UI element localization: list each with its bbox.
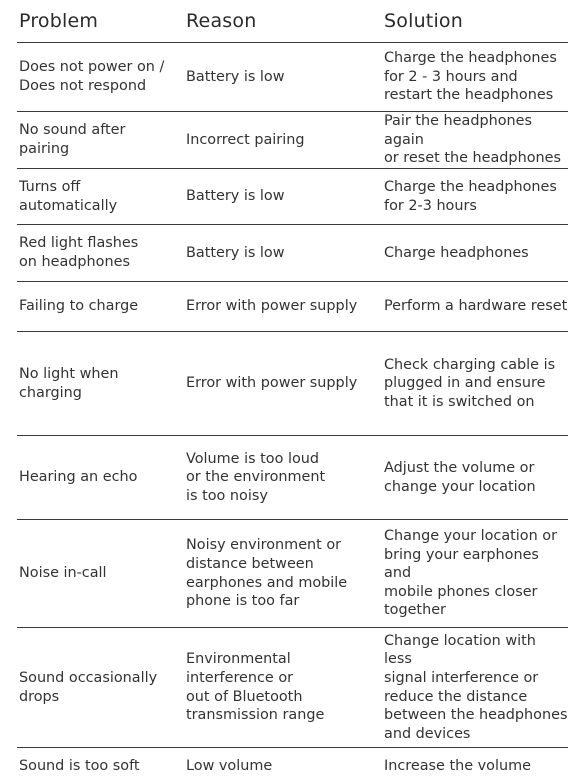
reason-cell: Error with power supply [184, 282, 382, 332]
problem-cell: Does not power on / Does not respond [17, 43, 184, 112]
problem-cell: Noise in-call [17, 520, 184, 628]
solution-cell: Change location with less signal interference or reduce the distance between the headphones and devices [382, 628, 568, 748]
problem-cell: Turns off automatically [17, 169, 184, 225]
solution-cell: Change your location or bring your earphones and mobile phones closer together [382, 520, 568, 628]
solution-cell: Charge the headphones for 2-3 hours [382, 169, 568, 225]
reason-cell: Volume is too loud or the environment is too noisy [184, 436, 382, 520]
problem-cell: Sound occasionally drops [17, 628, 184, 748]
reason-cell: Incorrect pairing [184, 112, 382, 169]
solution-cell: Pair the headphones again or reset the headphones [382, 112, 568, 169]
solution-cell: Check charging cable is plugged in and ensure that it is switched on [382, 332, 568, 436]
problem-cell: No sound after pairing [17, 112, 184, 169]
reason-cell: Battery is low [184, 169, 382, 225]
table-row [17, 169, 568, 225]
solution-cell: Charge headphones [382, 225, 568, 282]
table-row [17, 282, 568, 332]
table-row [17, 43, 568, 112]
problem-cell: Red light flashes on headphones [17, 225, 184, 282]
problem-cell: Sound is too soft [17, 748, 184, 784]
troubleshooting-table [17, 0, 568, 784]
solution-cell: Perform a hardware reset [382, 282, 568, 332]
problem-cell: Hearing an echo [17, 436, 184, 520]
header-problem: Problem [17, 0, 184, 43]
problem-cell: Failing to charge [17, 282, 184, 332]
header-solution: Solution [382, 0, 568, 43]
table-row [17, 748, 568, 784]
reason-cell: Environmental interference or out of Bluetooth transmission range [184, 628, 382, 748]
reason-cell: Battery is low [184, 225, 382, 282]
problem-cell: No light when charging [17, 332, 184, 436]
table-row [17, 225, 568, 282]
table-header-row [17, 0, 568, 43]
table-row [17, 628, 568, 748]
reason-cell: Battery is low [184, 43, 382, 112]
solution-cell: Increase the volume [382, 748, 568, 784]
solution-cell: Charge the headphones for 2 - 3 hours and restart the headphones [382, 43, 568, 112]
reason-cell: Error with power supply [184, 332, 382, 436]
reason-cell: Noisy environment or distance between earphones and mobile phone is too far [184, 520, 382, 628]
table-row [17, 332, 568, 436]
header-reason: Reason [184, 0, 382, 43]
table-row [17, 112, 568, 169]
table-row [17, 520, 568, 628]
reason-cell: Low volume [184, 748, 382, 784]
solution-cell: Adjust the volume or change your location [382, 436, 568, 520]
table-row [17, 436, 568, 520]
